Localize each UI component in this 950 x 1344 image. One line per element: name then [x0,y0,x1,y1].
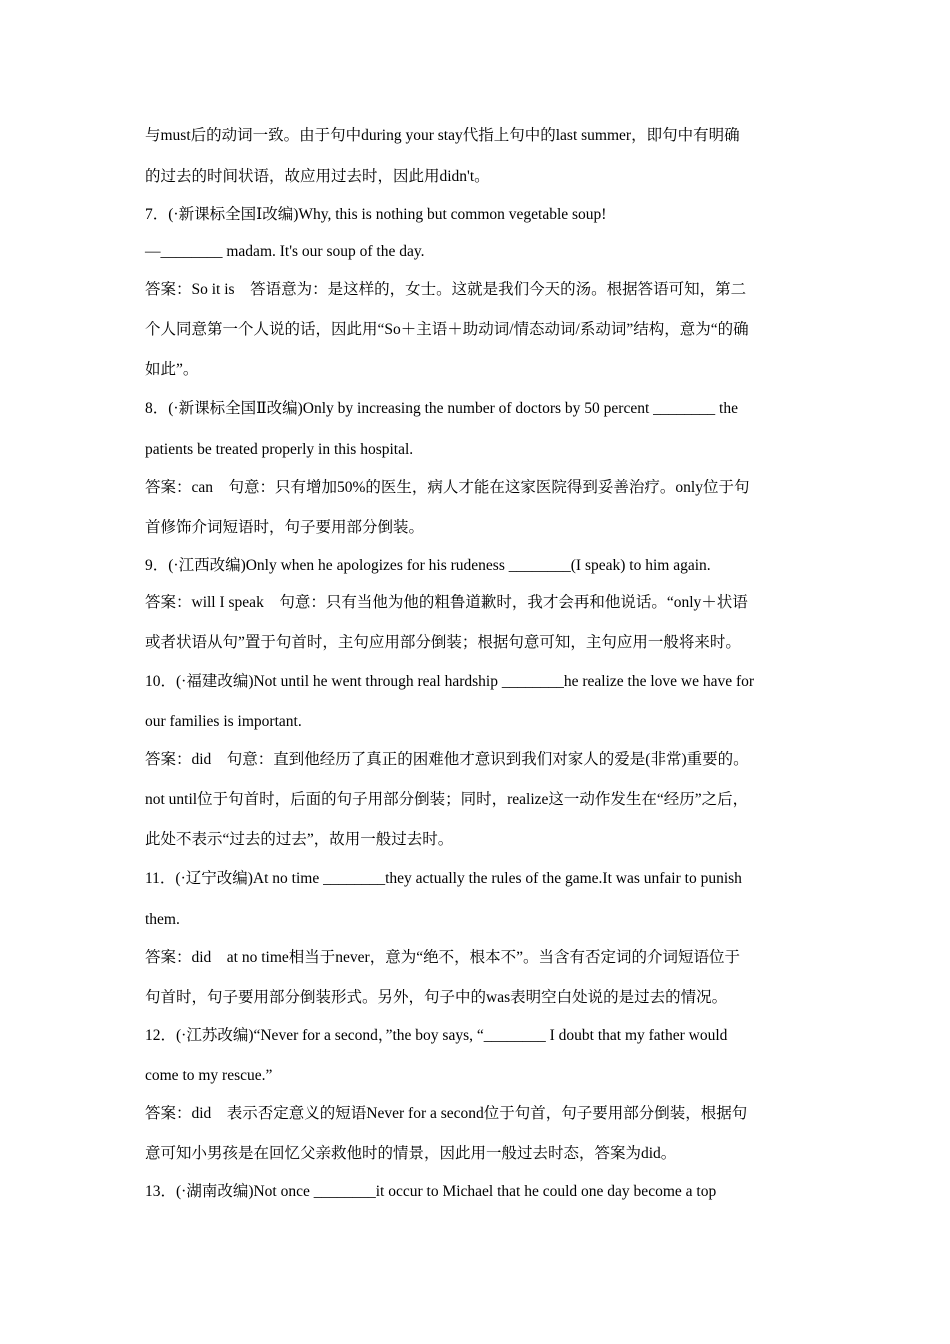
answer-9: 答案：will I speak 句意：只有当他为他的粗鲁道歉时，我才会再和他说话。“only＋状语 [145,594,748,611]
question-10: 10．(·福建改编)Not until he went through real hardship ________he realize the love we have for [145,673,755,690]
text-line: 的过去的时间状语，故应用过去时，因此用didn't。 [145,168,490,185]
question-9: 9．(·江西改编)Only when he apologizes for his rudeness ________(I speak) to him again. [145,557,711,574]
text-line: patients be treated properly in this hospital. [145,441,414,458]
text-line: come to my rescue.” [145,1067,273,1084]
answer-8: 答案：can 句意：只有增加50%的医生，病人才能在这家医院得到妥善治疗。only位于句 [145,479,750,496]
answer-12: 答案：did 表示否定意义的短语Never for a second位于句首，句子要用部分倒装，根据句 [145,1105,748,1122]
text-line: not until位于句首时，后面的句子用部分倒装；同时，realize这一动作发生在“经历”之后， [145,791,749,808]
question-8: 8．(·新课标全国Ⅱ改编)Only by increasing the number of doctors by 50 percent ________ the [145,400,738,417]
answer-7: 答案：So it is 答语意为：是这样的，女士。这就是我们今天的汤。根据答语可知，第二 [145,281,747,298]
text-line: 与must后的动词一致。由于句中during your stay代指上句中的last summer，即句中有明确 [145,127,740,144]
text-line: 个人同意第一个人说的话，因此用“So＋主语＋助动词/情态动词/系动词”结构，意为“的确 [145,321,749,338]
text-line: our families is important. [145,713,302,730]
text-line: 如此”。 [145,361,199,378]
question-12: 12．(·江苏改编)“Never for a second，”the boy says, “________ I doubt that my father would [145,1027,728,1044]
answer-10: 答案：did 句意：直到他经历了真正的困难他才意识到我们对家人的爱是(非常)重要的。 [145,751,749,768]
text-line: 句首时，句子要用部分倒装形式。另外，句子中的was表明空白处说的是过去的情况。 [145,989,728,1006]
text-line: 此处不表示“过去的过去”，故用一般过去时。 [145,831,454,848]
question-11: 11．(·辽宁改编)At no time ________they actually the rules of the game.It was unfair to punish [145,870,742,887]
question-13: 13．(·湖南改编)Not once ________it occur to Michael that he could one day become a top [145,1183,717,1200]
text-line: 或者状语从句”置于句首时，主句应用部分倒装；根据句意可知，主句应用一般将来时。 [145,634,741,651]
question-7: 7．(·新课标全国Ⅰ改编)Why, this is nothing but common vegetable soup! [145,206,607,223]
text-line: them. [145,911,180,928]
text-line: 意可知小男孩是在回忆父亲救他时的情景，因此用一般过去时态，答案为did。 [145,1145,677,1162]
text-line: 首修饰介词短语时，句子要用部分倒装。 [145,519,425,536]
answer-11: 答案：did at no time相当于never，意为“绝不，根本不”。当含有否定词的介词短语位于 [145,949,740,966]
text-line: —________ madam. It's our soup of the day. [145,243,425,260]
